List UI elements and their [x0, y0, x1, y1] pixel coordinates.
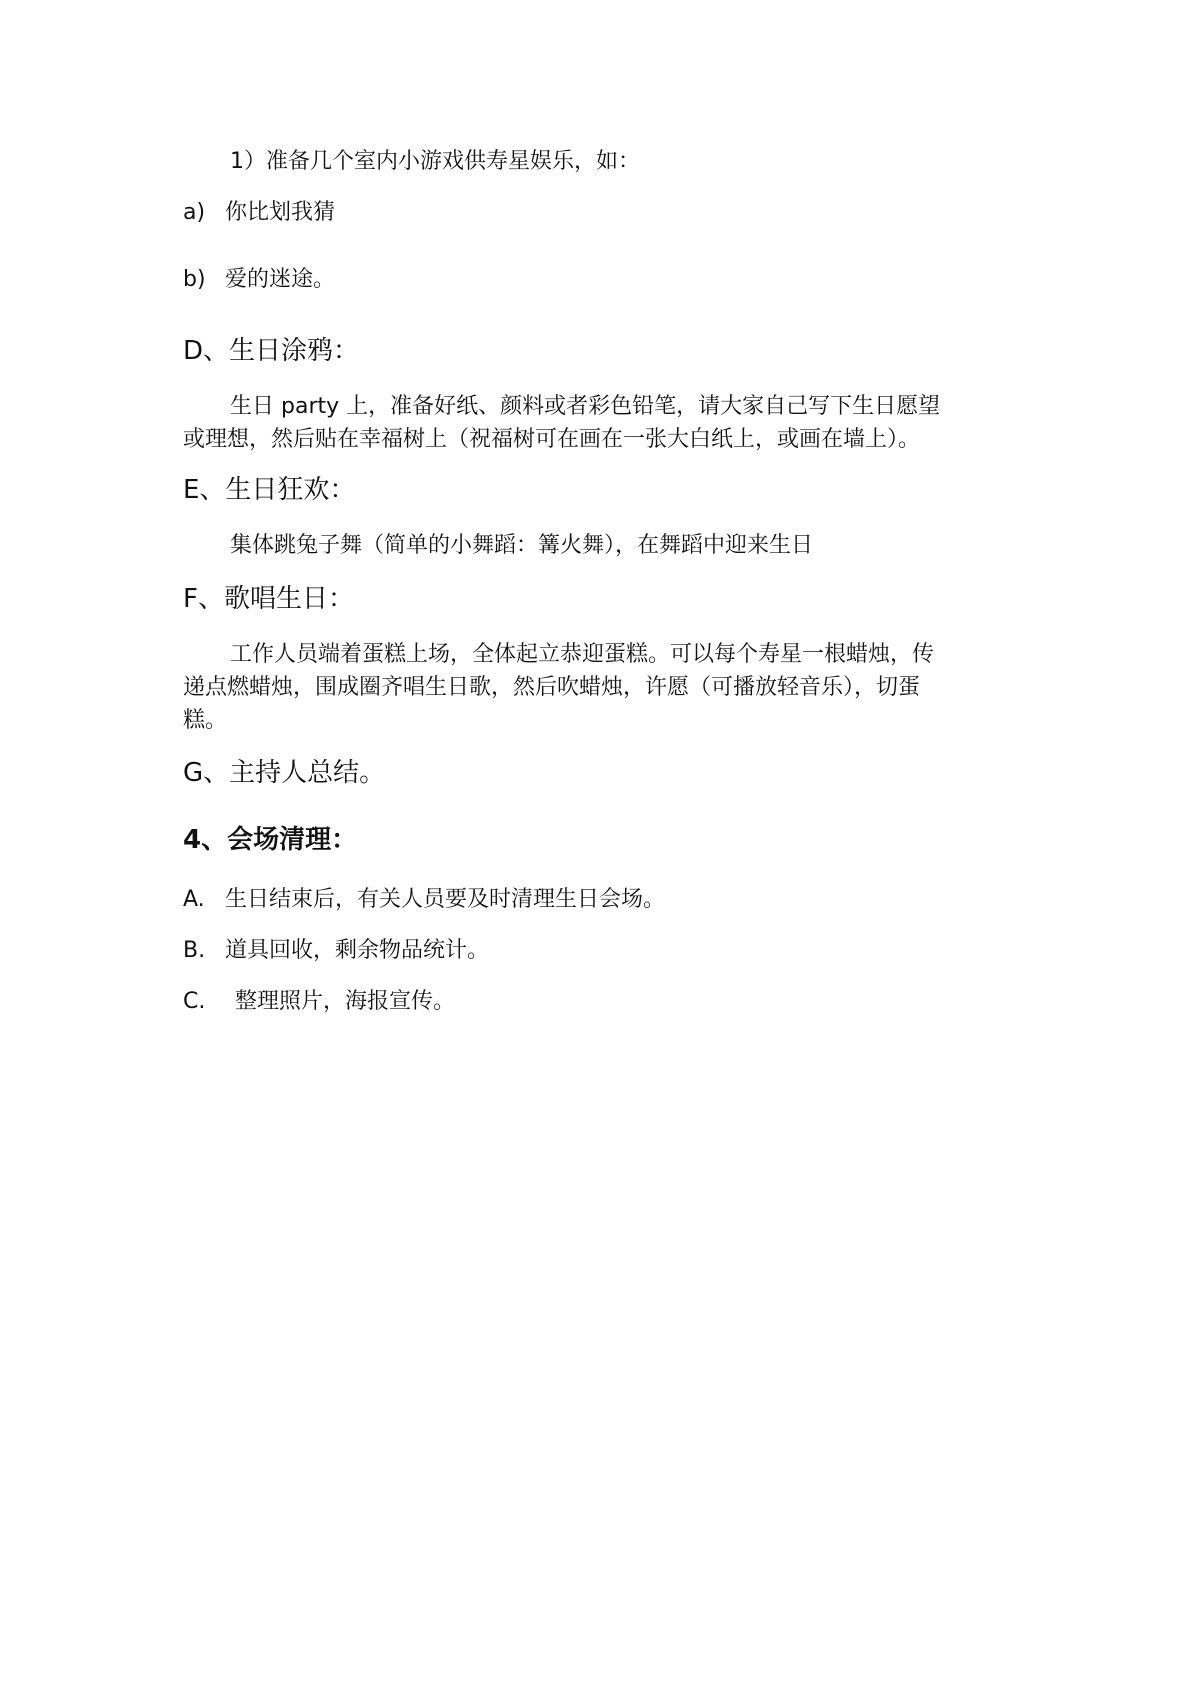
section-e-heading: E、生日狂欢：	[183, 475, 356, 505]
section-f-heading: F、歌唱生日：	[183, 584, 354, 614]
list-item-text: 你比划我猜	[225, 200, 336, 225]
list-marker: b)	[183, 267, 206, 292]
section-f-line-2: 递点燃蜡烛，围成圈齐唱生日歌，然后吹蜡烛，许愿（可播放轻音乐），切蛋	[183, 675, 921, 700]
games-item-b	[183, 264, 335, 296]
list-item-text: 道具回收，剩余物品统计。	[225, 938, 490, 963]
games-intro: 1）准备几个室内小游戏供寿星娱乐，如：	[230, 149, 640, 174]
section-f-line-1: 工作人员端着蛋糕上场，全体起立恭迎蛋糕。可以每个寿星一根蜡烛，传	[230, 642, 935, 667]
list-marker: C.	[183, 989, 206, 1014]
cleanup-item-a	[183, 884, 665, 916]
section-d-line-2: 或理想，然后贴在幸福树上（祝福树可在画在一张大白纸上，或画在墙上）。	[183, 427, 921, 452]
list-item-text: 爱的迷途。	[225, 267, 336, 292]
section-g-heading: G、主持人总结。	[183, 758, 386, 788]
section-d-heading: D、生日涂鸦：	[183, 336, 360, 366]
section-d-line-1: 生日 party 上，准备好纸、颜料或者彩色铅笔，请大家自己写下生日愿望	[230, 394, 941, 419]
games-item-a	[183, 197, 335, 229]
list-item-text: 生日结束后，有关人员要及时清理生日会场。	[225, 887, 666, 912]
section-f-line-3: 糕。	[183, 708, 228, 733]
section-e-line-1: 集体跳兔子舞（简单的小舞蹈：篝火舞），在舞蹈中迎来生日	[230, 533, 814, 558]
section-4-heading: 4、会场清理：	[183, 825, 358, 855]
cleanup-item-c	[183, 986, 455, 1018]
cleanup-item-b	[183, 935, 489, 967]
list-item-text: 整理照片，海报宣传。	[235, 989, 456, 1014]
list-marker: B.	[183, 938, 206, 963]
list-marker: a)	[183, 200, 206, 225]
list-marker: A.	[183, 887, 205, 912]
